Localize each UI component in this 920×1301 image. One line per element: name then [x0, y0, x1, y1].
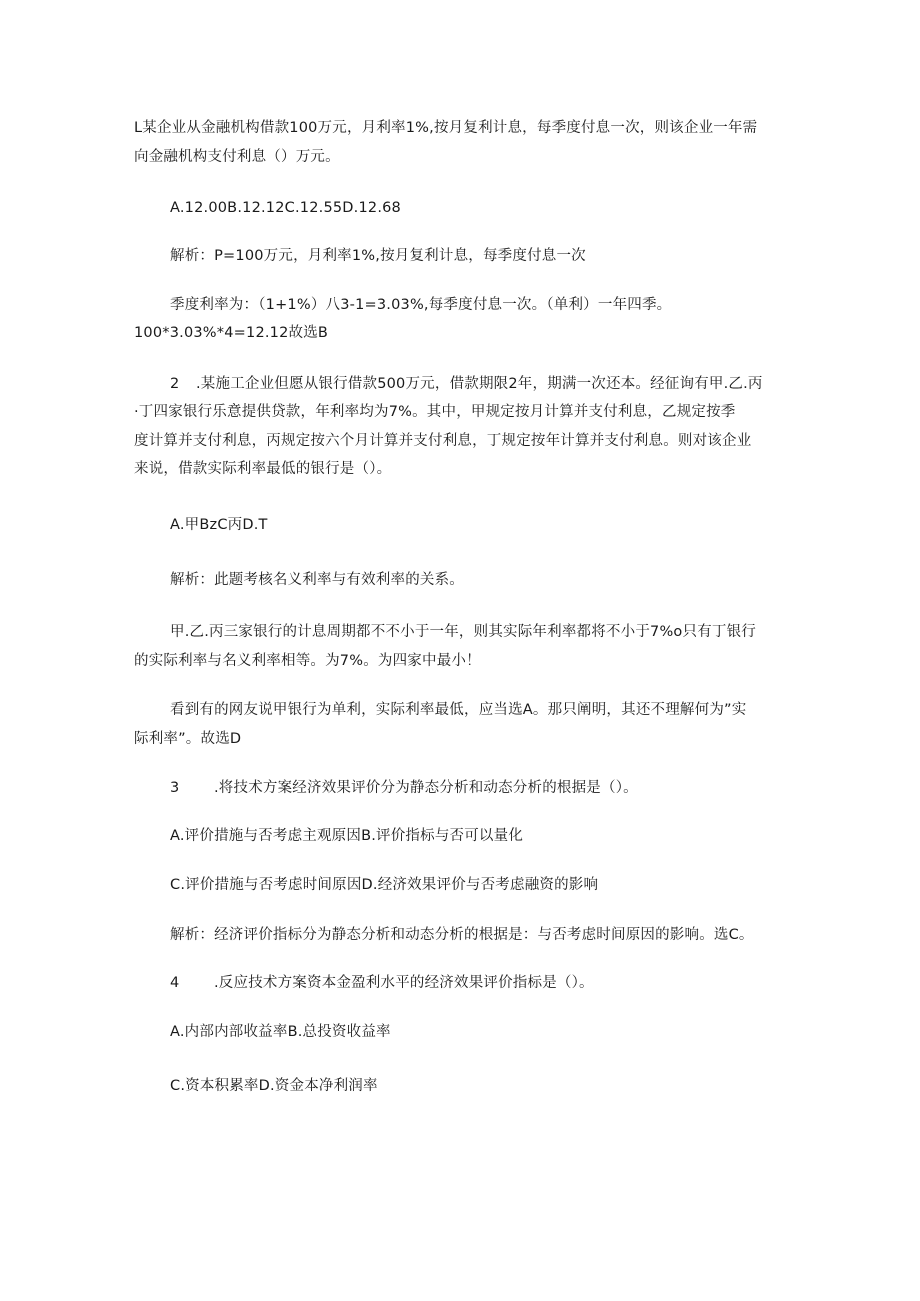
q1-options: A.12.00B.12.12C.12.55D.12.68: [170, 200, 401, 216]
q1-analysis-line1: 解析：P=100万元，月利率1%,按月复利计息，每季度付息一次: [170, 248, 586, 264]
q2-analysis-line2: 甲.乙.丙三家银行的计息周期都不不小于一年，则其实际年利率都将不小于7%o只有丁银行: [170, 624, 756, 640]
q1-stem-line1: L某企业从金融机构借款100万元，月利率1%,按月复利计息，每季度付息一次，则该企业一年需: [134, 120, 758, 136]
q2-stem-line3: 度计算并支付利息，丙规定按六个月计算并支付利息，丁规定按年计算并支付利息。则对该企业: [134, 433, 752, 449]
q4-options-line2: C.资本积累率D.资金本净利润率: [170, 1078, 378, 1094]
q4-options-line1: A.内部内部收益率B.总投资收益率: [170, 1024, 391, 1040]
q3-options-line1: A.评价措施与否考虑主观原因B.评价指标与否可以量化: [170, 828, 524, 844]
q4-stem: .反应技术方案资本金盈利水平的经济效果评价指标是（）。: [214, 975, 594, 991]
q3-number: 3: [170, 780, 180, 796]
q2-stem-line2: ·丁四家银行乐意提供贷款，年利率均为7%。其中，甲规定按月计算并支付利息，乙规定按季: [134, 404, 736, 420]
q2-stem-line4: 来说，借款实际利率最低的银行是（）。: [134, 461, 392, 477]
q2-analysis-line4: 看到有的网友说甲银行为单利，实际利率最低，应当选A。那只阐明，其还不理解何为”实: [170, 702, 747, 718]
q2-analysis-line1: 解析：此题考核名义利率与有效利率的关系。: [170, 572, 464, 588]
q3-stem: .将技术方案经济效果评价分为静态分析和动态分析的根据是（）。: [214, 780, 638, 796]
q3-options-line2: C.评价措施与否考虑时间原因D.经济效果评价与否考虑融资的影响: [170, 877, 599, 893]
q2-number: 2: [170, 376, 180, 392]
q2-analysis-line5: 际利率”。故选D: [134, 731, 242, 747]
q4-number: 4: [170, 975, 180, 991]
q2-options: A.甲BzC丙D.T: [170, 517, 268, 533]
q1-analysis-line2: 季度利率为：（1+1%）八3-1=3.03%,每季度付息一次。（单利）一年四季。: [170, 297, 672, 313]
q2-stem-line1: .某施工企业但愿从银行借款500万元，借款期限2年，期满一次还本。经征询有甲.乙.丙: [196, 376, 763, 392]
q2-analysis-line3: 的实际利率与名义利率相等。为7%。为四家中最小！: [134, 653, 481, 669]
q1-analysis-line3: 100*3.03%*4=12.12故选B: [134, 325, 329, 341]
q3-analysis: 解析：经济评价指标分为静态分析和动态分析的根据是：与否考虑时间原因的影响。选C。: [170, 927, 754, 943]
q1-stem-line2: 向金融机构支付利息（）万元。: [134, 149, 340, 165]
